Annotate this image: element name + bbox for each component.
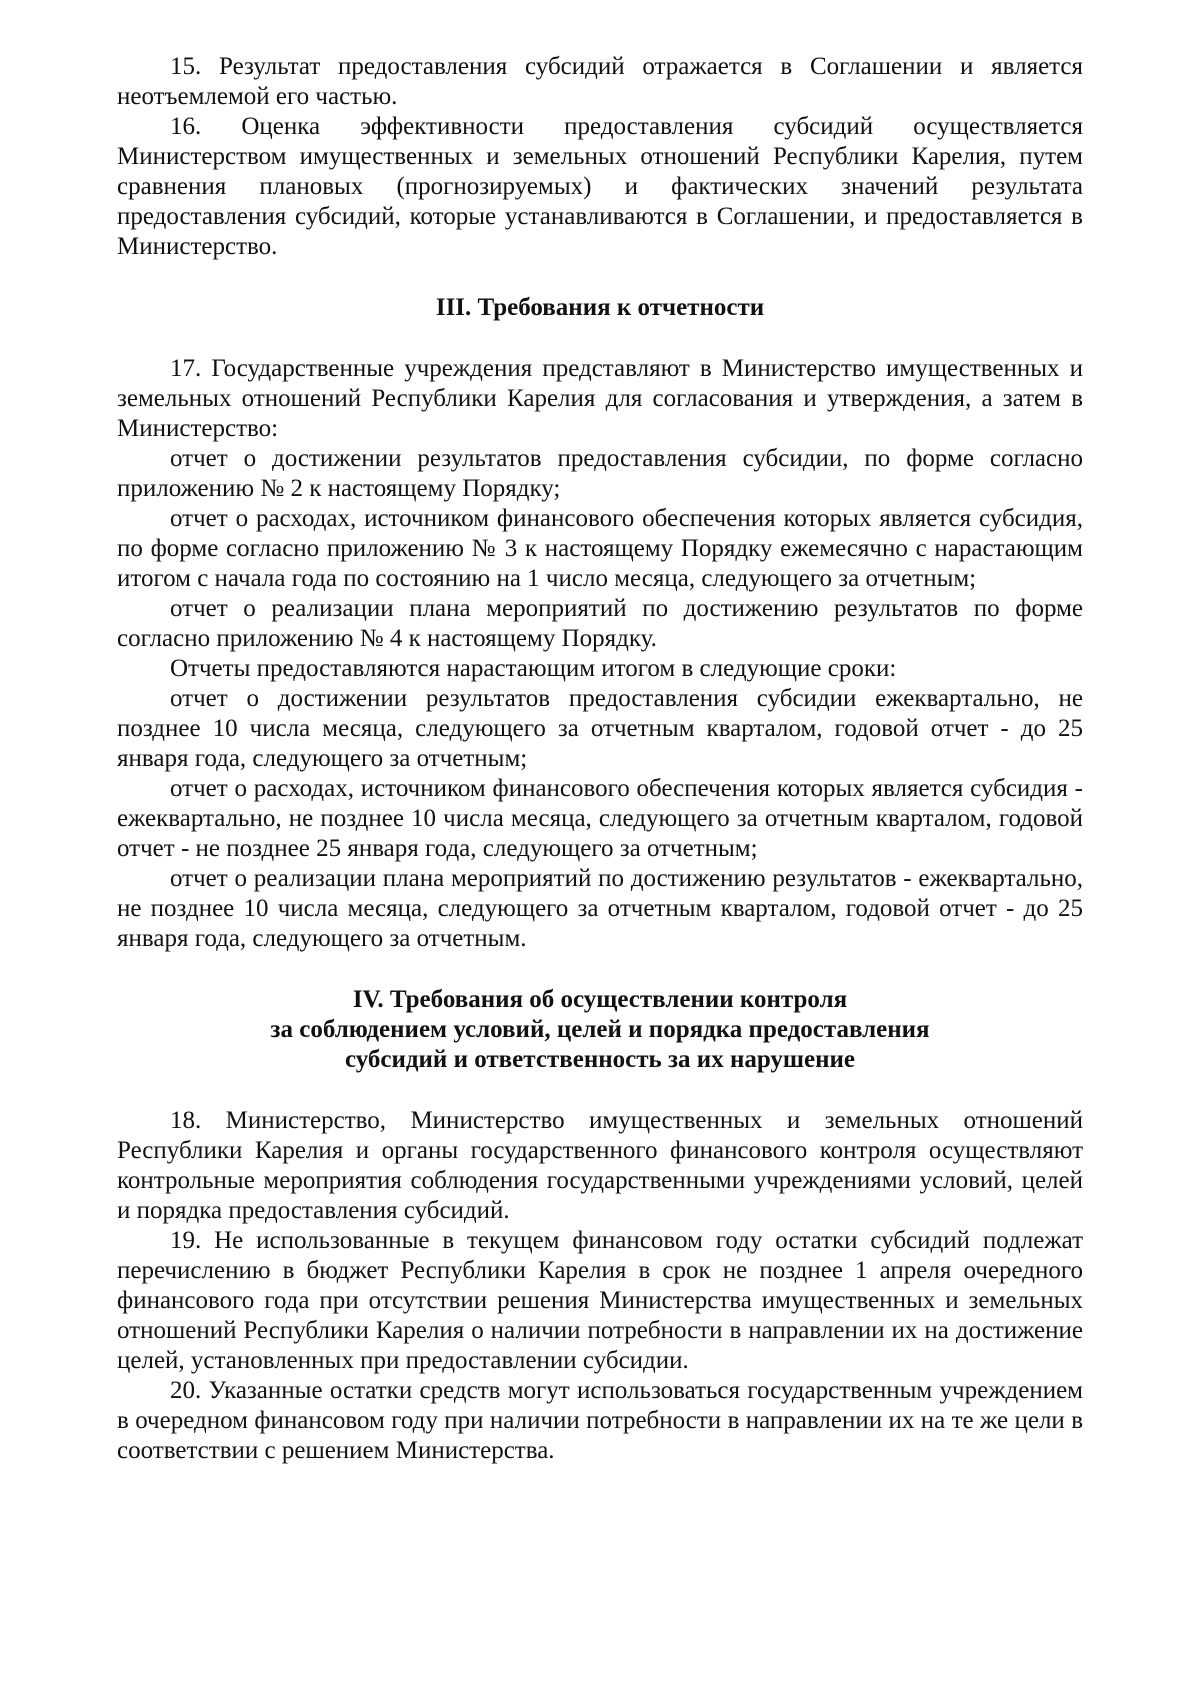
section-4-title-line: за соблюдением условий, целей и порядка предоставления (270, 1016, 930, 1043)
list-item: отчет о достижении результатов предоставления субсидии ежеквартально, не позднее 10 числа месяца, следующего за отчетным кварталом, годовой отчет - до 25 января года, следующего за отчетным; (117, 685, 1083, 772)
list-item: отчет о расходах, источником финансового обеспечения которых является субсидия - ежеквартально, не позднее 10 числа месяца, следующего за отчетным кварталом, годовой отчет - не позднее 25 января года, следующего за отчетным; (117, 775, 1083, 862)
document-page (117, 52, 1083, 1466)
section-3-title: III. Требования к отчетности (435, 294, 765, 321)
list-item: отчет о достижении результатов предоставления субсидии, по форме согласно приложению № 2 к настоящему Порядку; (117, 445, 1083, 502)
list-item: отчет о расходах, источником финансового обеспечения которых является субсидия, по форме согласно приложению № 3 к настоящему Порядку ежемесячно с нарастающим итогом с начала года по состоянию на 1 число месяца, следующего за отчетным; (117, 505, 1083, 592)
section-4-title-line: субсидий и ответственность за их нарушение (344, 1046, 856, 1073)
paragraph-16: 16. Оценка эффективности предоставления субсидий осуществляется Министерством имущественных и земельных отношений Республики Карелия, путем сравнения плановых (прогнозируемых) и фактических значений результата предоставления субсидий, которые устанавливаются в Соглашении, и предоставляется в Министерство. (117, 113, 1083, 260)
list-item: отчет о реализации плана мероприятий по достижению результатов - ежеквартально, не позднее 10 числа месяца, следующего за отчетным кварталом, годовой отчет - до 25 января года, следующего за отчетным. (117, 865, 1083, 952)
paragraph-18: 18. Министерство, Министерство имущественных и земельных отношений Республики Карелия и органы государственного финансового контроля осуществляют контрольные мероприятия соблюдения государственными учреждениями условий, целей и порядка предоставления субсидий. (117, 1107, 1083, 1224)
paragraph-20: 20. Указанные остатки средств могут использоваться государственным учреждением в очередном финансовом году при наличии потребности в направлении их на те же цели в соответствии с решением Министерства. (117, 1377, 1083, 1464)
list-item: отчет о реализации плана мероприятий по достижению результатов по форме согласно приложению № 4 к настоящему Порядку. (117, 595, 1083, 652)
paragraph-17: 17. Государственные учреждения представляют в Министерство имущественных и земельных отношений Республики Карелия для согласования и утверждения, а затем в Министерство: (117, 355, 1083, 442)
paragraph-19: 19. Не использованные в текущем финансовом году остатки субсидий подлежат перечислению в бюджет Республики Карелия в срок не позднее 1 апреля очередного финансового года при отсутствии решения Министерства имущественных и земельных отношений Республики Карелия о наличии потребности в направлении их на достижение целей, установленных при предоставлении субсидии. (117, 1227, 1083, 1374)
section-4-title (117, 985, 1083, 1075)
paragraph-deadlines-intro: Отчеты предоставляются нарастающим итогом в следующие сроки: (170, 655, 897, 682)
section-4-title-line: IV. Требования об осуществлении контроля (352, 986, 848, 1013)
paragraph-15: 15. Результат предоставления субсидий отражается в Соглашении и является неотъемлемой его частью. (117, 53, 1083, 110)
